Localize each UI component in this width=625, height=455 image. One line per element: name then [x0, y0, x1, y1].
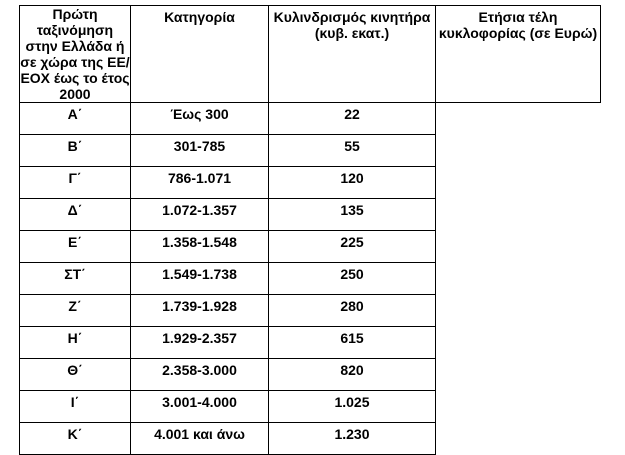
table-row — [20, 423, 601, 455]
table-row — [20, 199, 601, 231]
category-cell: Γ΄ — [20, 167, 131, 199]
table-header-row — [20, 6, 601, 103]
fee-cell: 280 — [269, 295, 436, 327]
fee-cell: 55 — [269, 135, 436, 167]
displacement-cell: 3.001-4.000 — [131, 391, 269, 423]
category-cell: Α΄ — [20, 103, 131, 135]
column-header-fee: Ετήσια τέλη κυκλοφορίας (σε Ευρώ) — [436, 6, 601, 103]
fee-cell: 1.025 — [269, 391, 436, 423]
table-row — [20, 263, 601, 295]
displacement-cell: 1.739-1.928 — [131, 295, 269, 327]
table-row — [20, 135, 601, 167]
category-cell: Δ΄ — [20, 199, 131, 231]
table-row — [20, 103, 601, 135]
column-header-category: Κατηγορία — [131, 6, 269, 103]
displacement-cell: 1.549-1.738 — [131, 263, 269, 295]
fee-cell: 120 — [269, 167, 436, 199]
fee-cell: 615 — [269, 327, 436, 359]
column-header-displacement: Κυλινδρισμός κινητήρα (κυβ. εκατ.) — [269, 6, 436, 103]
fee-cell: 225 — [269, 231, 436, 263]
table-row — [20, 391, 601, 423]
table-row — [20, 231, 601, 263]
displacement-cell: Έως 300 — [131, 103, 269, 135]
category-cell: Κ΄ — [20, 423, 131, 455]
displacement-cell: 1.929-2.357 — [131, 327, 269, 359]
category-cell: Ι΄ — [20, 391, 131, 423]
table-row — [20, 359, 601, 391]
displacement-cell: 786-1.071 — [131, 167, 269, 199]
displacement-cell: 1.072-1.357 — [131, 199, 269, 231]
fee-cell: 1.230 — [269, 423, 436, 455]
table-row — [20, 167, 601, 199]
registration-period-label: Πρώτη ταξινόμηση στην Ελλάδα ή σε χώρα της ΕΕ/ΕΟΧ έως το έτος 2000 — [20, 6, 130, 102]
displacement-cell: 1.358-1.548 — [131, 231, 269, 263]
category-cell: Β΄ — [20, 135, 131, 167]
fee-cell: 820 — [269, 359, 436, 391]
category-cell: Ζ΄ — [20, 295, 131, 327]
fee-cell: 135 — [269, 199, 436, 231]
fee-cell: 22 — [269, 103, 436, 135]
category-cell: Η΄ — [20, 327, 131, 359]
vehicle-tax-table — [19, 5, 601, 455]
displacement-cell: 301-785 — [131, 135, 269, 167]
category-cell: Ε΄ — [20, 231, 131, 263]
table-row — [20, 327, 601, 359]
category-cell: Θ΄ — [20, 359, 131, 391]
table-row — [20, 295, 601, 327]
category-cell: ΣΤ΄ — [20, 263, 131, 295]
displacement-cell: 2.358-3.000 — [131, 359, 269, 391]
displacement-cell: 4.001 και άνω — [131, 423, 269, 455]
registration-period-cell — [20, 6, 131, 103]
fee-cell: 250 — [269, 263, 436, 295]
